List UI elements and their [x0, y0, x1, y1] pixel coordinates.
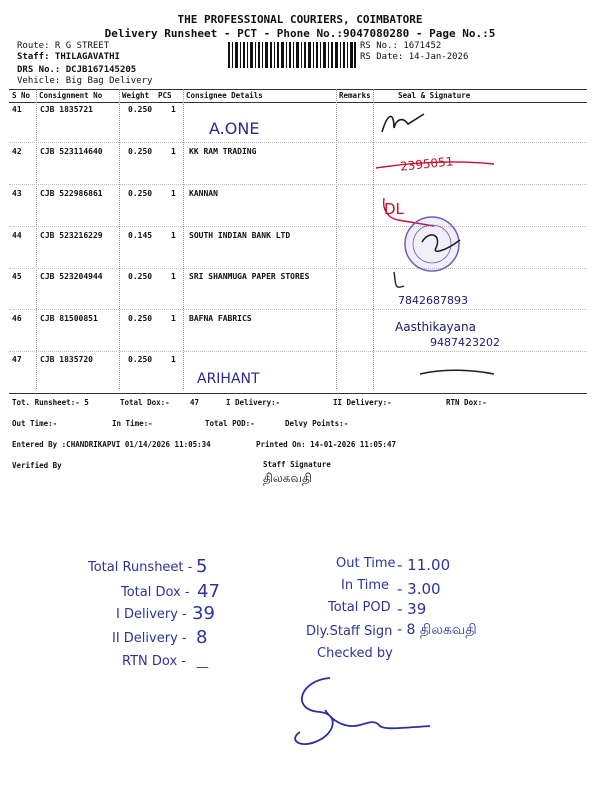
hw-dly-staff-sign-label: Dly.Staff Sign [306, 624, 393, 639]
entered-by: Entered By :CHANDRIKAPVI 01/14/2026 11:05:34 [12, 440, 211, 449]
ii-delivery: II Delivery:- [333, 398, 392, 407]
row-consignment: CJB 1835720 [40, 355, 93, 364]
hw-i-delivery-label: I Delivery - [116, 607, 187, 622]
hw-total-runsheet-label: Total Runsheet - [88, 560, 193, 575]
printed-on: Printed On: 14-01-2026 11:05:47 [256, 440, 396, 449]
drs-number: DRS No.: DCJB167145205 [17, 65, 137, 75]
row-consignment: CJB 522986861 [40, 189, 103, 198]
row-pcs: 1 [171, 105, 176, 114]
row-consignment: CJB 81500851 [40, 314, 98, 323]
signature-scribble [382, 114, 424, 132]
hw-in-time-value: - 3.00 [397, 580, 441, 598]
row-weight: 0.250 [128, 189, 153, 198]
company-title: THE PROFESSIONAL COURIERS, COIMBATORE [177, 13, 423, 26]
row-consignment: CJB 523216229 [40, 231, 103, 240]
col-remarks: Remarks [339, 91, 371, 100]
rs-date: RS Date: 14-Jan-2026 [360, 52, 469, 62]
signature-scribble [420, 370, 494, 374]
row-sno: 44 [12, 231, 22, 240]
in-time: In Time:- [112, 419, 153, 428]
row-pcs: 1 [171, 147, 176, 156]
row43-dl-mark: DL [384, 200, 404, 218]
row-pcs: 1 [171, 272, 176, 281]
checker-signature [280, 670, 440, 780]
row-sno: 46 [12, 314, 22, 323]
hw-total-pod-label: Total POD [328, 600, 391, 615]
vehicle: Vehicle: Big Bag Delivery [17, 76, 153, 86]
rtn-dox: RTN Dox:- [446, 398, 487, 407]
delvy-points: Delvy Points:- [285, 419, 349, 428]
row46-handwritten-name: Aasthikayana [395, 320, 476, 334]
hw-rtn-dox-value: — [196, 660, 209, 675]
verified-by: Verified By [12, 461, 62, 470]
row-handwritten-consignee: A.ONE [209, 119, 260, 138]
row-sno: 41 [12, 105, 22, 114]
row43-handwritten-number: 2395051 [399, 154, 455, 174]
row-weight: 0.250 [128, 355, 153, 364]
row-handwritten-consignee: ARIHANT [197, 371, 260, 387]
row-consignee: SRI SHANMUGA PAPER STORES [189, 272, 310, 281]
total-dox-value: 47 [190, 398, 200, 407]
hw-in-time-label: In Time [341, 578, 390, 593]
total-dox-label: Total Dox:- [120, 398, 170, 407]
total-pod: Total POD:- [205, 419, 255, 428]
col-consignment: Consignment No [39, 91, 103, 100]
staff: Staff: THILAGAVATHI [17, 52, 120, 62]
row-weight: 0.250 [128, 314, 153, 323]
route: Route: R G STREET [17, 41, 110, 51]
row-sno: 42 [12, 147, 22, 156]
hw-dly-staff-sign-value: - 8 திலகவதி [397, 622, 477, 638]
col-weight: Weight [122, 91, 150, 100]
tot-runsheet: Tot. Runsheet:- 5 [12, 398, 89, 407]
hw-total-dox-value: 47 [197, 581, 220, 602]
hw-i-delivery-value: 39 [192, 603, 215, 624]
row-weight: 0.145 [128, 231, 153, 240]
row-consignment: CJB 1835721 [40, 105, 93, 114]
row-pcs: 1 [171, 355, 176, 364]
col-pcs: PCS [158, 91, 172, 100]
hw-rtn-dox-label: RTN Dox - [122, 654, 186, 669]
staff-signature-label: Staff Signature [263, 460, 331, 469]
row-sno: 43 [12, 189, 22, 198]
row-weight: 0.250 [128, 272, 153, 281]
hw-ii-delivery-value: 8 [196, 627, 208, 648]
row-weight: 0.250 [128, 105, 153, 114]
row-consignee: KK RAM TRADING [189, 147, 257, 156]
row-weight: 0.250 [128, 147, 153, 156]
hw-ii-delivery-label: II Delivery - [112, 631, 187, 646]
row-consignment: CJB 523204944 [40, 272, 103, 281]
row-consignee: BAFNA FABRICS [189, 314, 252, 323]
col-sno: S No [12, 91, 31, 100]
row-consignee: KANNAN [189, 189, 218, 198]
hw-total-runsheet-value: 5 [196, 556, 208, 577]
row-consignment: CJB 523114640 [40, 147, 103, 156]
hw-out-time-label: Out Time [336, 556, 396, 571]
barcode [228, 42, 356, 68]
row-pcs: 1 [171, 314, 176, 323]
hw-total-dox-label: Total Dox - [121, 585, 190, 600]
row45-handwritten-number: 7842687893 [398, 294, 468, 307]
row-pcs: 1 [171, 231, 176, 240]
hw-checked-by-label: Checked by [317, 646, 393, 661]
hw-out-time-value: - 11.00 [397, 556, 451, 574]
staff-signature-handwritten: திலகவதி [263, 471, 312, 485]
hw-total-pod-value: - 39 [397, 600, 427, 618]
divider [9, 393, 587, 394]
rs-number: RS No.: 1671452 [360, 41, 442, 51]
out-time: Out Time:- [12, 419, 58, 428]
col-consignee: Consignee Details [186, 91, 263, 100]
row46-handwritten-number: 9487423202 [430, 336, 500, 349]
col-seal-signature: Seal & Signature [398, 91, 471, 100]
row-consignee: SOUTH INDIAN BANK LTD [189, 231, 291, 240]
row-sno: 45 [12, 272, 22, 281]
i-delivery: I Delivery:- [226, 398, 281, 407]
signature-scribble [394, 272, 404, 287]
row-pcs: 1 [171, 189, 176, 198]
runsheet-subtitle: Delivery Runsheet - PCT - Phone No.:9047080280 - Page No.:5 [104, 27, 496, 40]
row-sno: 47 [12, 355, 22, 364]
